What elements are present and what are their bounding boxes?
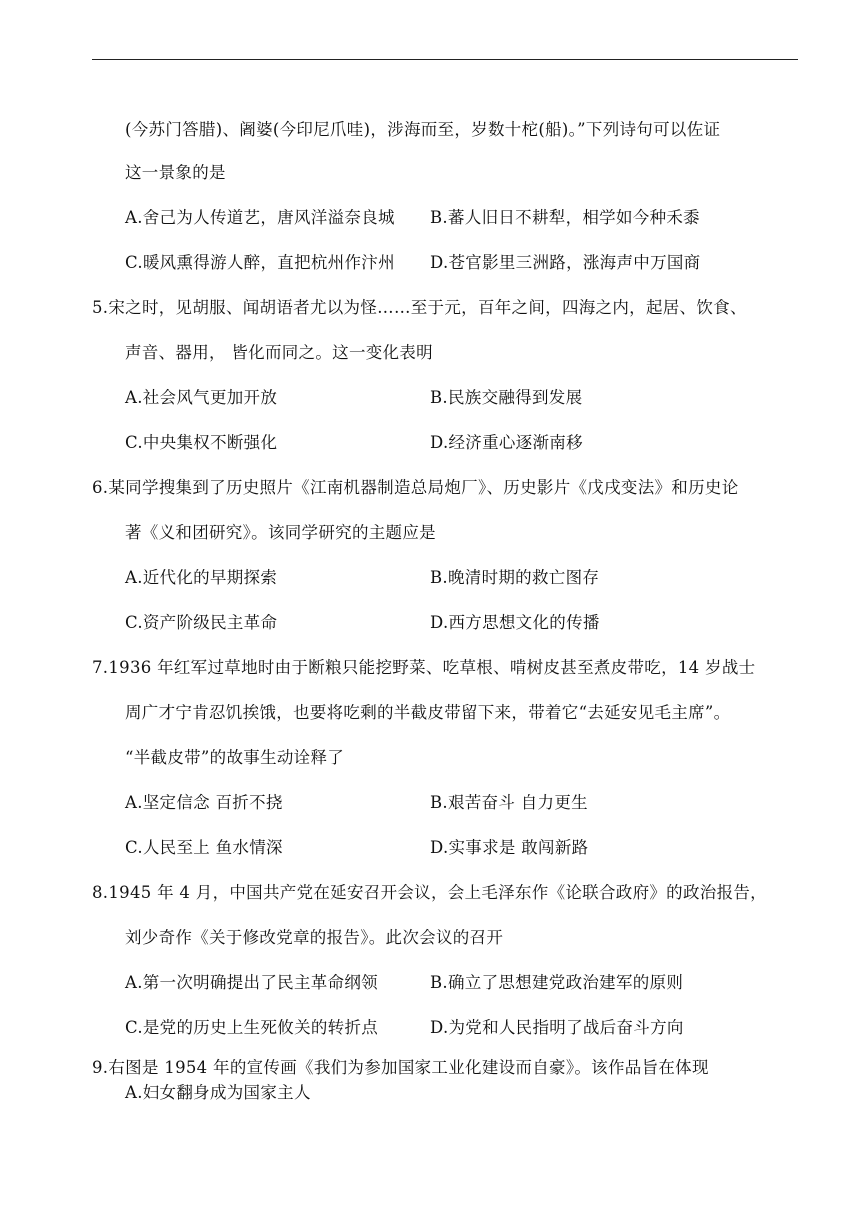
q6-option-b: B.晚清时期的救亡图存	[430, 568, 600, 587]
q7-option-d: D.实事求是 敢闯新路	[430, 838, 589, 857]
q8-option-c: C.是党的历史上生死攸关的转折点	[125, 1018, 379, 1037]
q8-option-d: D.为党和人民指明了战后奋斗方向	[430, 1018, 684, 1037]
q5-option-b: B.民族交融得到发展	[430, 388, 583, 407]
q7-option-b: B.艰苦奋斗 自力更生	[430, 793, 588, 812]
q7-stem-line-3: “半截皮带”的故事生动诠释了	[125, 748, 345, 767]
q6-stem-line-1: 6.某同学搜集到了历史照片《江南机器制造总局炮厂》、历史影片《戊戌变法》和历史论	[92, 478, 739, 497]
q4-option-b: B.蕃人旧日不耕犁，相学如今种禾黍	[430, 208, 700, 227]
q5-option-c: C.中央集权不断强化	[125, 433, 278, 452]
q8-option-b: B.确立了思想建党政治建军的原则	[430, 973, 684, 992]
q8-stem-line-2: 刘少奇作《关于修改党章的报告》。此次会议的召开	[125, 928, 504, 947]
q4-option-d: D.苍官影里三洲路，涨海声中万国商	[430, 253, 701, 272]
q6-stem-line-2: 著《义和团研究》。该同学研究的主题应是	[125, 523, 436, 542]
q5-option-d: D.经济重心逐渐南移	[430, 433, 583, 452]
q8-stem-line-1: 8.1945 年 4 月，中国共产党在延安召开会议，会上毛泽东作《论联合政府》的政治报告，	[92, 883, 767, 902]
q7-stem-line-2: 周广才宁肯忍饥挨饿，也要将吃剩的半截皮带留下来，带着它“去延安见毛主席”。	[125, 703, 731, 722]
q9-stem-line-1: 9.右图是 1954 年的宣传画《我们为参加国家工业化建设而自豪》。该作品旨在体现	[92, 1058, 709, 1077]
header-rule	[92, 59, 798, 60]
q4-option-c: C.暖风熏得游人醉，直把杭州作汴州	[125, 253, 395, 272]
q4-stem-line-2: 这一景象的是	[125, 163, 226, 182]
q4-stem-line-1: (今苏门答腊)、阇婆(今印尼爪哇)，涉海而至，岁数十柁(船)。”下列诗句可以佐证	[125, 120, 721, 139]
q8-option-a: A.第一次明确提出了民主革命纲领	[125, 973, 378, 992]
q9-option-a: A.妇女翻身成为国家主人	[125, 1083, 311, 1102]
q5-stem-line-2: 声音、器用， 皆化而同之。这一变化表明	[125, 343, 433, 362]
q7-option-c: C.人民至上 鱼水情深	[125, 838, 283, 857]
q4-option-a: A.舍己为人传道艺，唐风洋溢奈良城	[125, 208, 395, 227]
q7-option-a: A.坚定信念 百折不挠	[125, 793, 283, 812]
q6-option-c: C.资产阶级民主革命	[125, 613, 278, 632]
q7-stem-line-1: 7.1936 年红军过草地时由于断粮只能挖野菜、吃草根、啃树皮甚至煮皮带吃，14 岁战士	[92, 658, 756, 677]
q5-stem-line-1: 5.宋之时，见胡服、闻胡语者尤以为怪……至于元，百年之间，四海之内，起居、饮食、	[92, 298, 747, 317]
q6-option-a: A.近代化的早期探索	[125, 568, 278, 587]
q6-option-d: D.西方思想文化的传播	[430, 613, 600, 632]
q5-option-a: A.社会风气更加开放	[125, 388, 278, 407]
